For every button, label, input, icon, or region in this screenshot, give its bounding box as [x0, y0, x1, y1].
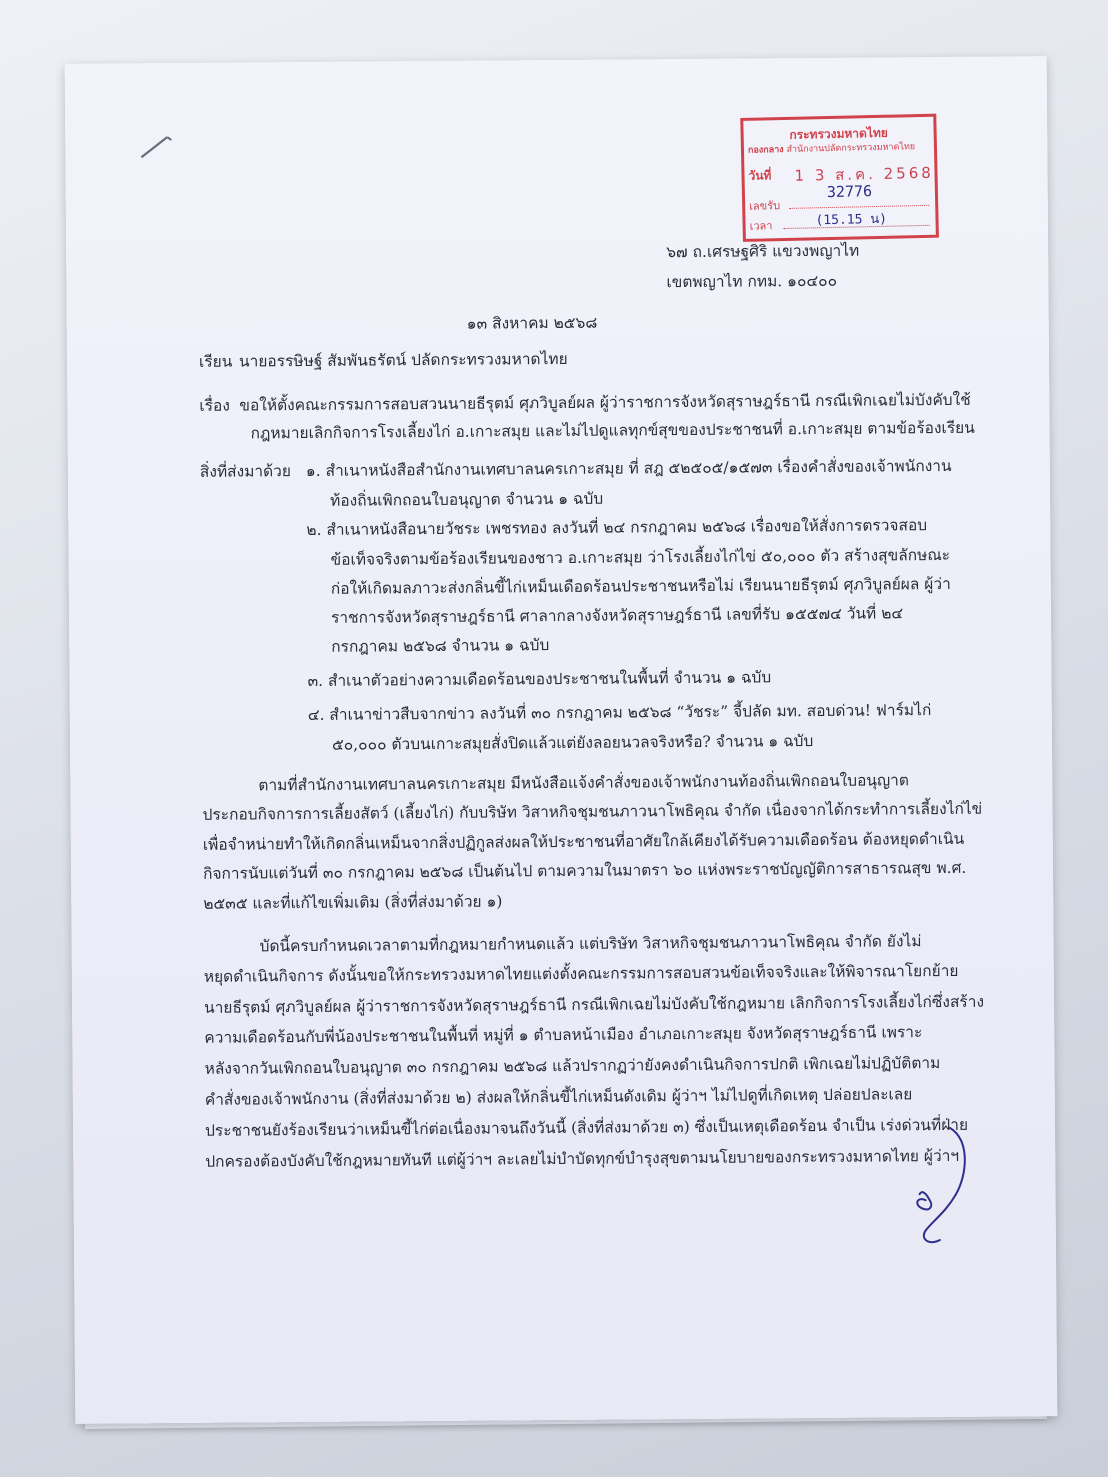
stamp-division: กองกลาง — [747, 145, 784, 156]
enclosure-line: ๒. สำเนาหนังสือนายวัชระ เพชรทอง ลงวันที่ ๒๔ กรกฎาคม ๒๕๖๘ เรื่องขอให้สั่งการตรวจสอบ — [306, 516, 928, 539]
paragraph-2-line: คำสั่งของเจ้าพนักงาน (สิ่งที่ส่งมาด้วย ๒) ส่งผลให้กลิ่นขี้ไก่เหม็นดังเดิม ผู้ว่าฯ ไม่ไปดูที่เกิดเหตุ ปล่อยปละเลย — [204, 1085, 913, 1109]
paragraph-2-line: ประชาชนยังร้องเรียนว่าเหม็นขี้ไก่ต่อเนื่องมาจนถึงวันนี้ (สิ่งที่ส่งมาด้วย ๓) ซึ่งเป็นเหตุเดือดร้อน จำเป็น เร่งด่วนที่ฝ่าย — [204, 1115, 969, 1140]
paragraph-2-line: หลังจากวันเพิกถอนใบอนุญาต ๓๐ กรกฎาคม ๒๕๖๘ แล้วปรากฏว่ายังคงดำเนินกิจการปกติ เพิกเฉยไม่ปฏิบัติตาม — [204, 1054, 941, 1078]
paragraph-2-line: นายธีรุตม์ ศุภวิบูลย์ผล ผู้ว่าราชการจังหวัดสุราษฎร์ธานี กรณีเพิกเฉยไม่บังคับใช้กฎหมาย เลิกกิจการโรงเลี้ยงไก่ซึ่งสร้าง — [204, 992, 985, 1017]
sender-address-line2: เขตพญาไท กทม. ๑๐๔๐๐ — [666, 271, 838, 292]
paragraph-1-line: กิจการนับแต่วันที่ ๓๐ กรกฎาคม ๒๕๖๘ เป็นต้นไป ตามความในมาตรา ๖๐ แห่งพระราชบัญญัติการสาธารณสุข พ.ศ. — [202, 858, 967, 883]
stamp-office — [748, 139, 930, 157]
enclosure-line: ๓. สำเนาตัวอย่างความเดือดร้อนของประชาชนในพื้นที่ จำนวน ๑ ฉบับ — [307, 668, 772, 690]
recipient: นายอรรษิษฐ์ สัมพันธรัตน์ ปลัดกระทรวงมหาดไทย — [238, 349, 568, 371]
stamp-time-label: เวลา — [749, 219, 773, 233]
stamp-office-name: สำนักงานปลัดกระทรวงมหาดไทย — [786, 142, 916, 155]
stamp-time: (15.15 น) — [815, 211, 888, 229]
enclosure-line: ราชการจังหวัดสุราษฎร์ธานี ศาลากลางจังหวัดสุราษฎร์ธานี เลขที่รับ ๑๕๕๗๔ วันที่ ๒๔ — [330, 604, 904, 627]
stamp-date: 1 3 ส.ค. 2568 — [794, 163, 934, 185]
received-stamp — [740, 114, 939, 242]
paragraph-1-line: ตามที่สำนักงานเทศบาลนครเกาะสมุย มีหนังสือแจ้งคำสั่งของเจ้าพนักงานท้องถิ่นเพิกถอนใบอนุญาต — [258, 771, 909, 795]
paragraph-1-line: เพื่อจำหน่ายทำให้เกิดกลิ่นเหม็นจากสิ่งปฏิกูลส่งผลให้ประชาชนที่อาศัยใกล้เคียงได้รับความเดือดร้อน ต้องหยุดดำเนิน — [202, 829, 965, 854]
enclosure-line: ๔. สำเนาข่าวสืบจากข่าว ลงวันที่ ๓๐ กรกฎาคม ๒๕๖๘ “วัชระ” จี้ปลัด มท. สอบด่วน! ฟาร์มไก่ — [307, 701, 932, 724]
paragraph-2-line: หยุดดำเนินกิจการ ดังนั้นขอให้กระทรวงมหาดไทยแต่งตั้งคณะกรรมการสอบสวนข้อเท็จจริงและให้พิจารณาโยกย้าย — [203, 961, 959, 986]
letter-date: ๑๓ สิงหาคม ๒๕๖๘ — [466, 313, 598, 333]
sender-address-line1: ๖๗ ถ.เศรษฐศิริ แขวงพญาไท — [666, 241, 860, 262]
stamp-agency: กระทรวงมหาดไทย — [789, 125, 888, 142]
enclosure-line: ท้องถิ่นเพิกถอนใบอนุญาต จำนวน ๑ ฉบับ — [330, 489, 604, 510]
stamp-receipt-number: 32776 — [826, 182, 873, 202]
paragraph-1-line: ๒๕๓๕ และที่แก้ไขเพิ่มเติม (สิ่งที่ส่งมาด้วย ๑) — [203, 892, 503, 913]
handwritten-initial-signature — [895, 1120, 976, 1251]
enclosure-line: กรกฎาคม ๒๕๖๘ จำนวน ๑ ฉบับ — [331, 636, 550, 656]
enclosure-line: ก่อให้เกิดมลภาวะส่งกลิ่นขี้ไก่เหม็นเดือดร้อนประชาชนหรือไม่ เรียนนายธีรุตม์ ศุภวิบูลย์ผล ผู้ว่า — [330, 574, 951, 598]
paragraph-1-line: ประกอบกิจการการเลี้ยงสัตว์ (เลี้ยงไก่) กับบริษัท วิสาหกิจชุมชนภาวนาโพธิคุณ จำกัด เนื่องจากได้กระทำการเลี้ยงไก่ไข่ — [202, 799, 983, 824]
enclosures-label: สิ่งที่ส่งมาด้วย — [199, 462, 292, 481]
subject-line-1: ขอให้ตั้งคณะกรรมการสอบสวนนายธีรุตม์ ศุภวิบูลย์ผล ผู้ว่าราชการจังหวัดสุราษฎร์ธานี กรณีเพิกเฉยไม่บังคับใช้ — [239, 390, 971, 415]
enclosure-line: ๑. สำเนาหนังสือสำนักงานเทศบาลนครเกาะสมุย ที่ สฎ ๕๒๕๐๕/๑๕๗๓ เรื่องคำสั่งของเจ้าพนักงาน — [305, 456, 952, 480]
enclosure-line: ข้อเท็จจริงตามข้อร้องเรียนของชาว อ.เกาะสมุย ว่าโรงเลี้ยงไก่ไข่ ๕๐,๐๐๐ ตัว สร้างสุขลักษณะ — [330, 545, 951, 569]
stamp-receipt-label: เลขรับ — [749, 199, 781, 213]
enclosure-line: ๕๐,๐๐๐ ตัวบนเกาะสมุยสั่งปิดแล้วแต่ยังลอยนวลจริงหรือ? จำนวน ๑ ฉบับ — [331, 732, 814, 754]
letter-page — [65, 56, 1058, 1424]
subject-line-2: กฎหมายเลิกกิจการโรงเลี้ยงไก่ อ.เกาะสมุย และไม่ไปดูแลทุกข์สุขของประชาชนที่ อ.เกาะสมุย ตามข้อร้องเรียน — [250, 418, 975, 443]
stamp-date-label: วันที่ — [748, 168, 772, 183]
paragraph-2-line: ความเดือดร้อนกับพี่น้องประชาชนในพื้นที่ หมู่ที่ ๑ ตำบลหน้าเมือง อำเภอเกาะสมุย จังหวัดสุราษฎร์ธานี เพราะ — [204, 1023, 923, 1047]
staple-icon — [137, 133, 177, 163]
recipient-label: เรียน — [198, 352, 233, 371]
paragraph-2-line: บัดนี้ครบกำหนดเวลาตามที่กฎหมายกำหนดแล้ว แต่บริษัท วิสาหกิจชุมชนภาวนาโพธิคุณ จำกัด ยังไม่ — [259, 932, 922, 956]
paragraph-2-line: ปกครองต้องบังคับใช้กฎหมายทันที แต่ผู้ว่าฯ ละเลยไม่บำบัดทุกข์บำรุงสุขตามนโยบายของกระทรวงมหาดไทย ผู้ว่าฯ — [205, 1146, 960, 1171]
subject-label: เรื่อง — [199, 396, 230, 415]
